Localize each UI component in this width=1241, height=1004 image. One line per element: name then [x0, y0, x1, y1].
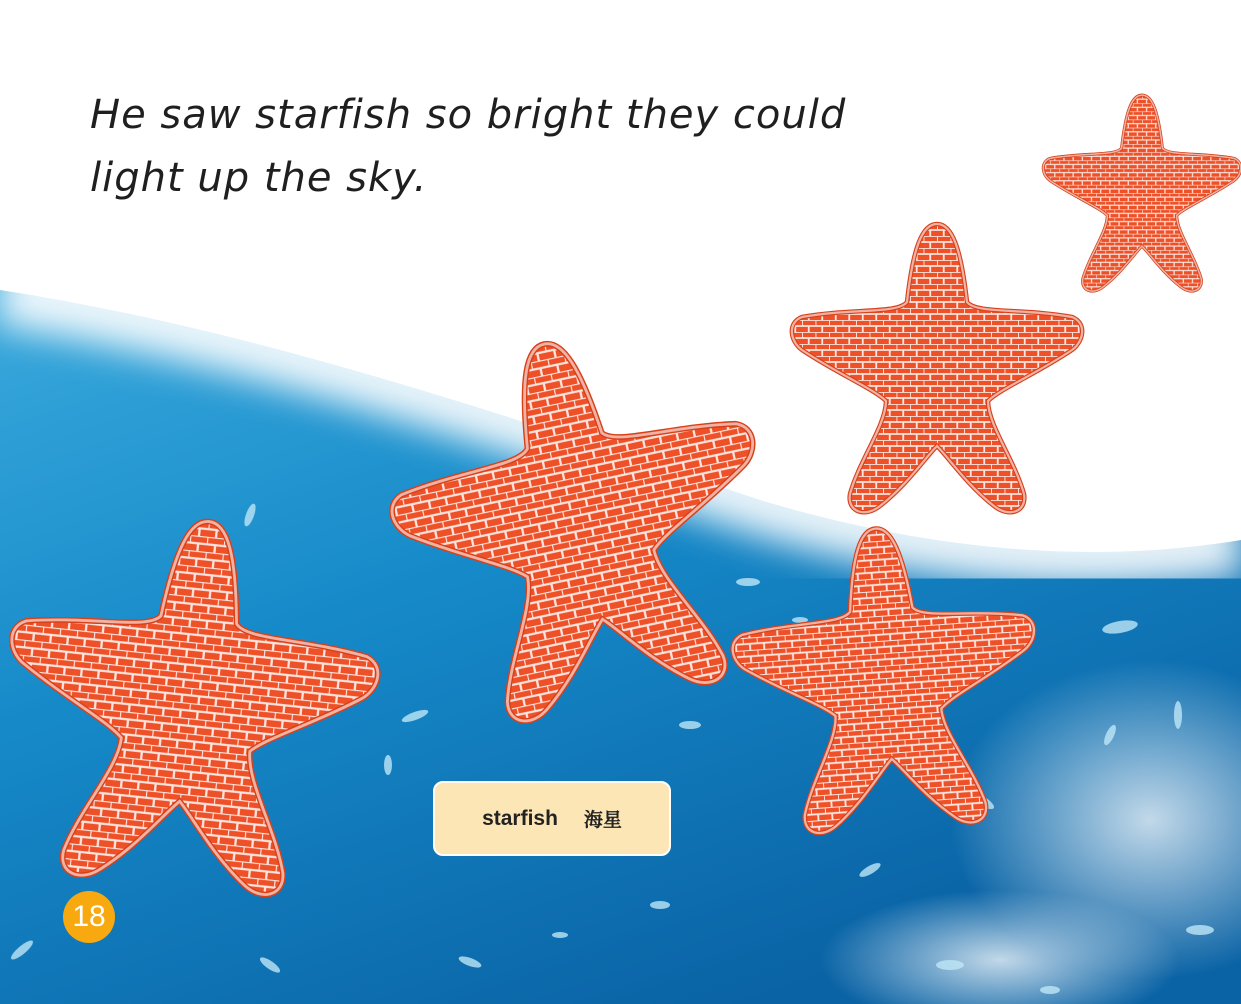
story-line-1: He saw starfish so bright they could	[90, 92, 847, 138]
page-number-badge	[63, 891, 115, 943]
starfish-icon	[776, 218, 1098, 518]
vocab-translation: 海星	[583, 809, 622, 831]
story-text	[90, 84, 850, 210]
page-number: 18	[72, 900, 106, 933]
starfish-icon	[392, 330, 772, 715]
vocab-word: starfish	[482, 806, 558, 830]
vocabulary-box	[433, 781, 671, 856]
starfish-icon	[730, 522, 1042, 834]
story-line-2: light up the sky.	[90, 155, 428, 201]
starfish-icon	[0, 512, 380, 894]
